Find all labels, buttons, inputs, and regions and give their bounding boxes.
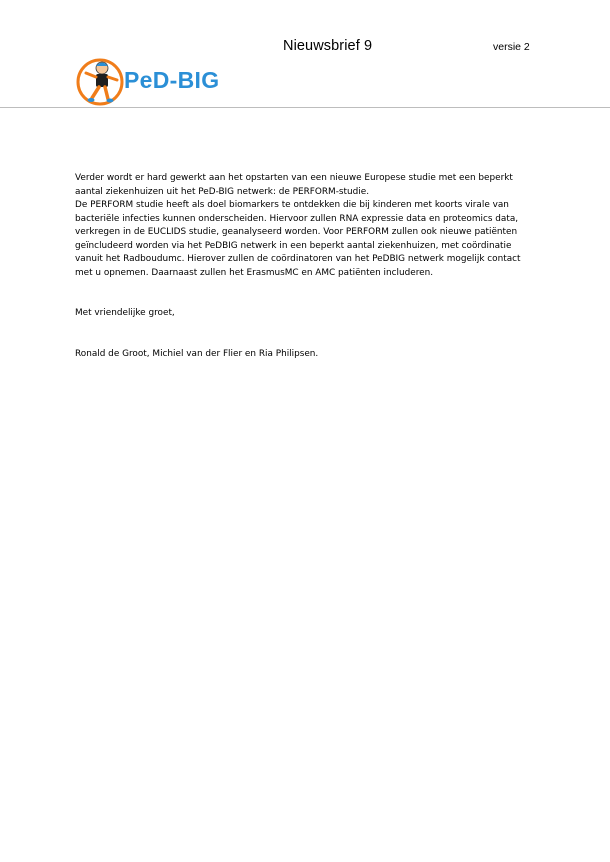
letter-body (75, 172, 545, 361)
body-line: vanuit het Radboudumc. Hierover zullen de coördinatoren van het PeDBIG netwerk mogelijk contact (75, 254, 521, 265)
body-line: aantal ziekenhuizen uit het PeD-BIG netwerk: de PERFORM-studie. (75, 186, 370, 197)
signature: Ronald de Groot, Michiel van der Flier en Ria Philipsen. (75, 348, 319, 359)
greeting: Met vriendelijke groet, (75, 308, 175, 319)
body-line: De PERFORM studie heeft als doel biomarkers te ontdekken die bij kinderen met koorts virale van (75, 200, 509, 211)
body-line: geïncludeerd worden via het PeDBIG netwerk in een beperkt aantal ziekenhuizen, met coördinatie (75, 240, 512, 251)
spacer (75, 321, 545, 348)
logo-wordmark: PeD-BIG (124, 67, 220, 93)
body-line: Verder wordt er hard gewerkt aan het opstarten van een nieuwe Europese studie met een beperkt (75, 173, 513, 183)
header-divider (0, 107, 610, 108)
child-figure-in-ring-icon (75, 54, 127, 110)
version-label: versie 2 (493, 41, 530, 53)
spacer (75, 280, 545, 307)
paragraph-main (75, 172, 545, 280)
body-line: verkregen in de EUCLIDS studie, geanalyseerd worden. Voor PERFORM zullen ook nieuwe patiënten (75, 227, 518, 238)
body-line: bacteriële infecties kunnen onderscheiden. Hiervoor zullen RNA expressie data en proteomics data, (75, 213, 519, 224)
newsletter-title: Nieuwsbrief 9 (283, 38, 373, 54)
ped-big-logo (75, 54, 235, 110)
body-line: met u opnemen. Daarnaast zullen het ErasmusMC en AMC patiënten includeren. (75, 267, 434, 278)
